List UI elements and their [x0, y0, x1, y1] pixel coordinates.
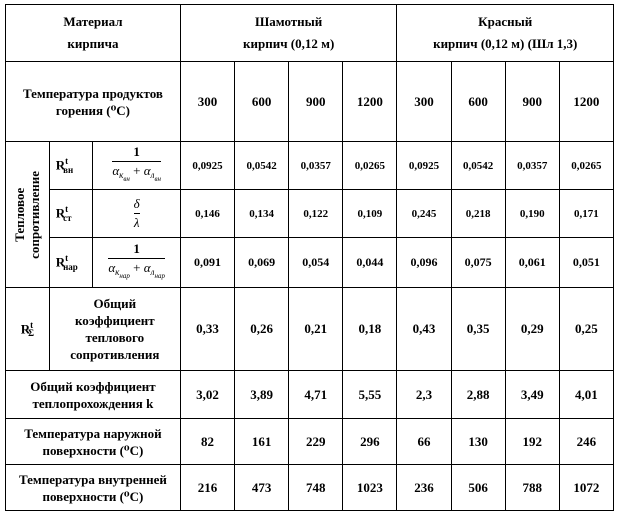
table-cell: 66 [397, 419, 451, 465]
table-cell: 0,096 [397, 238, 451, 288]
table-cell: 246 [559, 419, 613, 465]
table-cell: 236 [397, 465, 451, 511]
table-cell: 0,075 [451, 238, 505, 288]
table-cell: 0,0265 [343, 142, 397, 190]
table-cell: 1200 [343, 62, 397, 142]
table-cell: 0,25 [559, 288, 613, 371]
temperature-row [6, 62, 614, 142]
r-total-symbol: $R^t_\Sigma$ [6, 288, 50, 371]
table-cell: 2,3 [397, 371, 451, 419]
outer-surface-label: Температура наружной поверхности (⁰C) [6, 419, 181, 465]
table-cell: 0,33 [180, 288, 234, 371]
table-cell: 0,43 [397, 288, 451, 371]
table-cell: 3,02 [180, 371, 234, 419]
table-cell: 0,0265 [559, 142, 613, 190]
table-cell: 1072 [559, 465, 613, 511]
table-cell: 0,29 [505, 288, 559, 371]
table-cell: 0,21 [289, 288, 343, 371]
inner-surface-row [6, 465, 614, 511]
table-cell: 1200 [559, 62, 613, 142]
table-cell: 900 [289, 62, 343, 142]
table-cell: 900 [505, 62, 559, 142]
table-cell: 0,18 [343, 288, 397, 371]
r-outer-row [6, 238, 614, 288]
r-wall-row [6, 190, 614, 238]
table-cell: 0,051 [559, 238, 613, 288]
table-cell: 0,0357 [289, 142, 343, 190]
table-cell: 4,71 [289, 371, 343, 419]
table-cell: 0,0357 [505, 142, 559, 190]
table-cell: 0,109 [343, 190, 397, 238]
temperature-label: Температура продуктов горения (⁰C) [6, 62, 181, 142]
table-cell: 300 [180, 62, 234, 142]
r-inner-row [6, 142, 614, 190]
shamot-header: Шамотный кирпич (0,12 м) [180, 5, 397, 62]
table-cell: 1023 [343, 465, 397, 511]
r-inner-symbol: $R^t_{вн}$ [49, 142, 93, 190]
table-cell: 0,061 [505, 238, 559, 288]
inner-surface-label: Температура внутренней поверхности (⁰C) [6, 465, 181, 511]
table-cell: 0,0925 [397, 142, 451, 190]
r-outer-formula: $\frac{1}{\alpha_{к_{нар}} + \alpha_{л_{нар}}}$ [93, 238, 180, 288]
table-cell: 0,245 [397, 190, 451, 238]
table-cell: 161 [235, 419, 289, 465]
table-cell: 473 [235, 465, 289, 511]
heat-transfer-label: Общий коэффициент теплопрохождения k [6, 371, 181, 419]
r-total-row [6, 288, 614, 371]
table-cell: 0,091 [180, 238, 234, 288]
table-cell: 0,134 [235, 190, 289, 238]
r-inner-formula: $\frac{1}{\alpha_{к_{вн}} + \alpha_{л_{вн}}}$ [93, 142, 180, 190]
table-cell: 0,054 [289, 238, 343, 288]
table-cell: 130 [451, 419, 505, 465]
table-cell: 600 [235, 62, 289, 142]
table-cell: 82 [180, 419, 234, 465]
r-total-label: Общий коэффициент теплового сопротивления [49, 288, 180, 371]
table-cell: 0,122 [289, 190, 343, 238]
table-cell: 0,0542 [451, 142, 505, 190]
table-cell: 0,26 [235, 288, 289, 371]
table-cell: 0,044 [343, 238, 397, 288]
table-cell: 192 [505, 419, 559, 465]
thermal-resistance-label: Тепловое сопротивление [12, 170, 43, 259]
table-cell: 2,88 [451, 371, 505, 419]
data-table [5, 4, 614, 511]
r-outer-symbol: $R^t_{нар}$ [49, 238, 93, 288]
red-brick-header: Красный кирпич (0,12 м) (Шл 1,3) [397, 5, 614, 62]
r-wall-formula: $\frac{\delta}{\lambda}$ [93, 190, 180, 238]
material-header: Материал кирпича [6, 5, 181, 62]
outer-surface-row [6, 419, 614, 465]
table-cell: 3,89 [235, 371, 289, 419]
table-cell: 3,49 [505, 371, 559, 419]
thermal-resistance-group [6, 142, 50, 288]
table-cell: 5,55 [343, 371, 397, 419]
table-cell: 229 [289, 419, 343, 465]
table-cell: 600 [451, 62, 505, 142]
table-cell: 0,35 [451, 288, 505, 371]
table-cell: 748 [289, 465, 343, 511]
table-cell: 0,190 [505, 190, 559, 238]
table-cell: 0,171 [559, 190, 613, 238]
header-row [6, 5, 614, 62]
table-cell: 4,01 [559, 371, 613, 419]
table-cell: 296 [343, 419, 397, 465]
table-cell: 506 [451, 465, 505, 511]
table-cell: 0,0542 [235, 142, 289, 190]
table-cell: 788 [505, 465, 559, 511]
table-cell: 0,218 [451, 190, 505, 238]
r-wall-symbol: $R^t_{ст}$ [49, 190, 93, 238]
heat-transfer-row [6, 371, 614, 419]
table-cell: 216 [180, 465, 234, 511]
table-cell: 0,146 [180, 190, 234, 238]
table-cell: 0,069 [235, 238, 289, 288]
table-cell: 0,0925 [180, 142, 234, 190]
table-cell: 300 [397, 62, 451, 142]
